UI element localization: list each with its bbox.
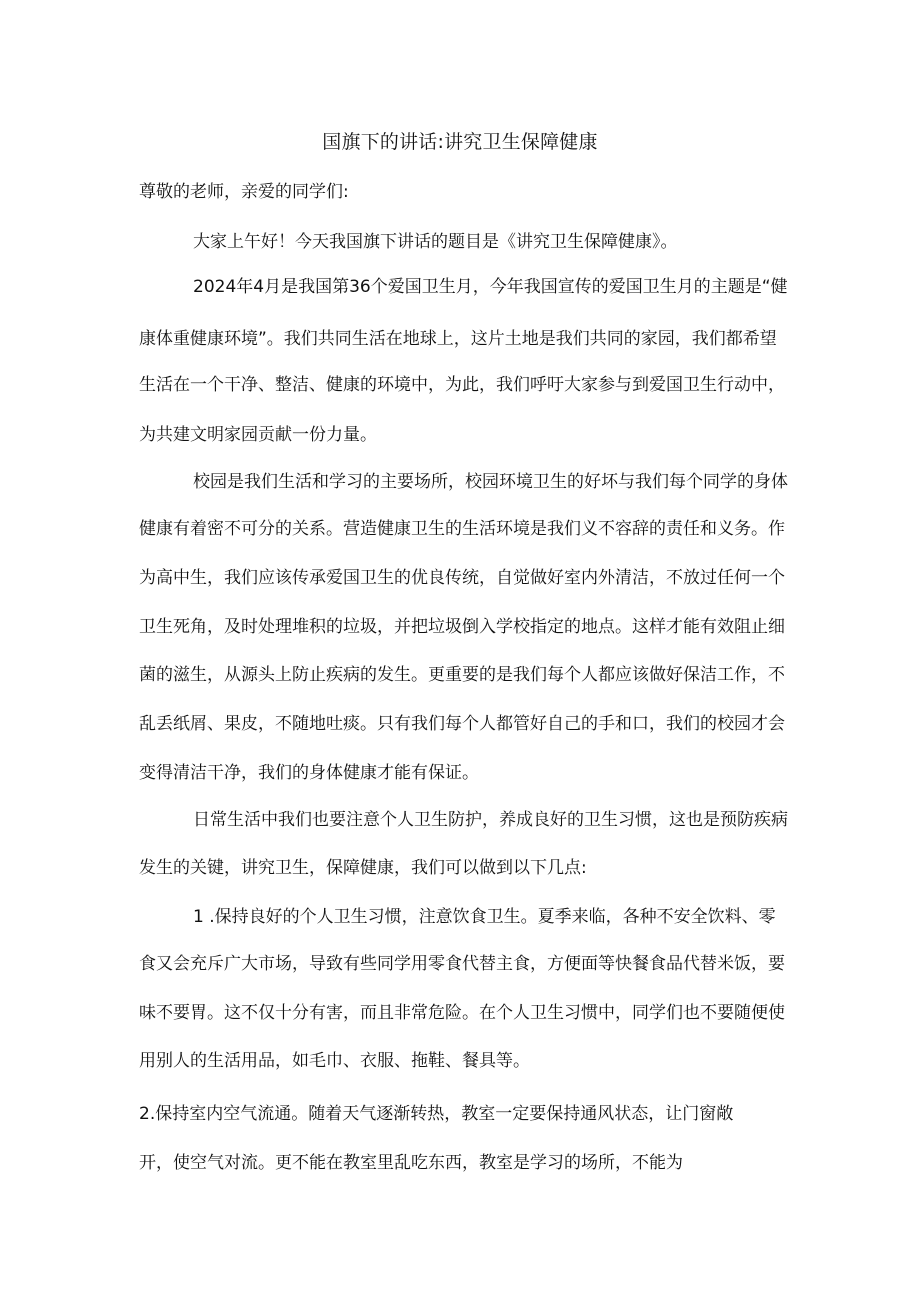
- paragraph-line: 健康有着密不可分的关系。营造健康卫生的生活环境是我们义不容辞的责任和义务。作: [139, 519, 785, 539]
- paragraph-line: 菌的滋生，从源头上防止疾病的发生。更重要的是我们每个人都应该做好保洁工作，不: [139, 665, 785, 685]
- paragraph-line: 变得清洁干净，我们的身体健康才能有保证。: [139, 763, 479, 783]
- salutation: 尊敬的老师，亲爱的同学们:: [139, 182, 349, 202]
- paragraph-line: 发生的关键，讲究卫生，保障健康，我们可以做到以下几点:: [139, 858, 587, 878]
- paragraph-line: 乱丢纸屑、果皮，不随地吐痰。只有我们每个人都管好自己的手和口，我们的校园才会: [139, 714, 785, 734]
- paragraph-line: 2.保持室内空气流通。随着天气逐渐转热，教室一定要保持通风状态，让门窗敞: [139, 1104, 734, 1124]
- paragraph-line: 日常生活中我们也要注意个人卫生防护，养成良好的卫生习惯，这也是预防疾病: [193, 810, 788, 830]
- paragraph-line: 开，使空气对流。更不能在教室里乱吃东西，教室是学习的场所，不能为: [139, 1153, 683, 1173]
- paragraph-line: 用别人的生活用品，如毛巾、衣服、拖鞋、餐具等。: [139, 1051, 530, 1071]
- paragraph-line: 1 .保持良好的个人卫生习惯，注意饮食卫生。夏季来临，各种不安全饮料、零: [193, 907, 776, 927]
- paragraph-line: 卫生死角，及时处理堆积的垃圾，并把垃圾倒入学校指定的地点。这样才能有效阻止细: [139, 617, 785, 637]
- paragraph-line: 味不要胃。这不仅十分有害，而且非常危险。在个人卫生习惯中，同学们也不要随便使: [139, 1003, 785, 1023]
- paragraph-line: 大家上午好！今天我国旗下讲话的题目是《讲究卫生保障健康》。: [193, 232, 678, 252]
- paragraph-line: 2024年4月是我国第36个爱国卫生月，今年我国宣传的爱国卫生月的主题是“健: [193, 277, 788, 297]
- paragraph-line: 食又会充斥广大市场，导致有些同学用零食代替主食，方便面等快餐食品代替米饭，要: [139, 954, 785, 974]
- paragraph-line: 校园是我们生活和学习的主要场所，校园环境卫生的好坏与我们每个同学的身体: [193, 472, 788, 492]
- paragraph-line: 生活在一个干净、整洁、健康的环境中，为此，我们呼吁大家参与到爱国卫生行动中，: [139, 375, 785, 395]
- paragraph-line: 为共建文明家园贡献一份力量。: [139, 425, 377, 445]
- paragraph-line: 康体重健康环境”。我们共同生活在地球上，这片土地是我们共同的家园，我们都希望: [139, 329, 777, 349]
- document-title: 国旗下的讲话:讲究卫生保障健康: [322, 131, 598, 153]
- paragraph-line: 为高中生，我们应该传承爱国卫生的优良传统，自觉做好室内外清洁，不放过任何一个: [139, 568, 785, 588]
